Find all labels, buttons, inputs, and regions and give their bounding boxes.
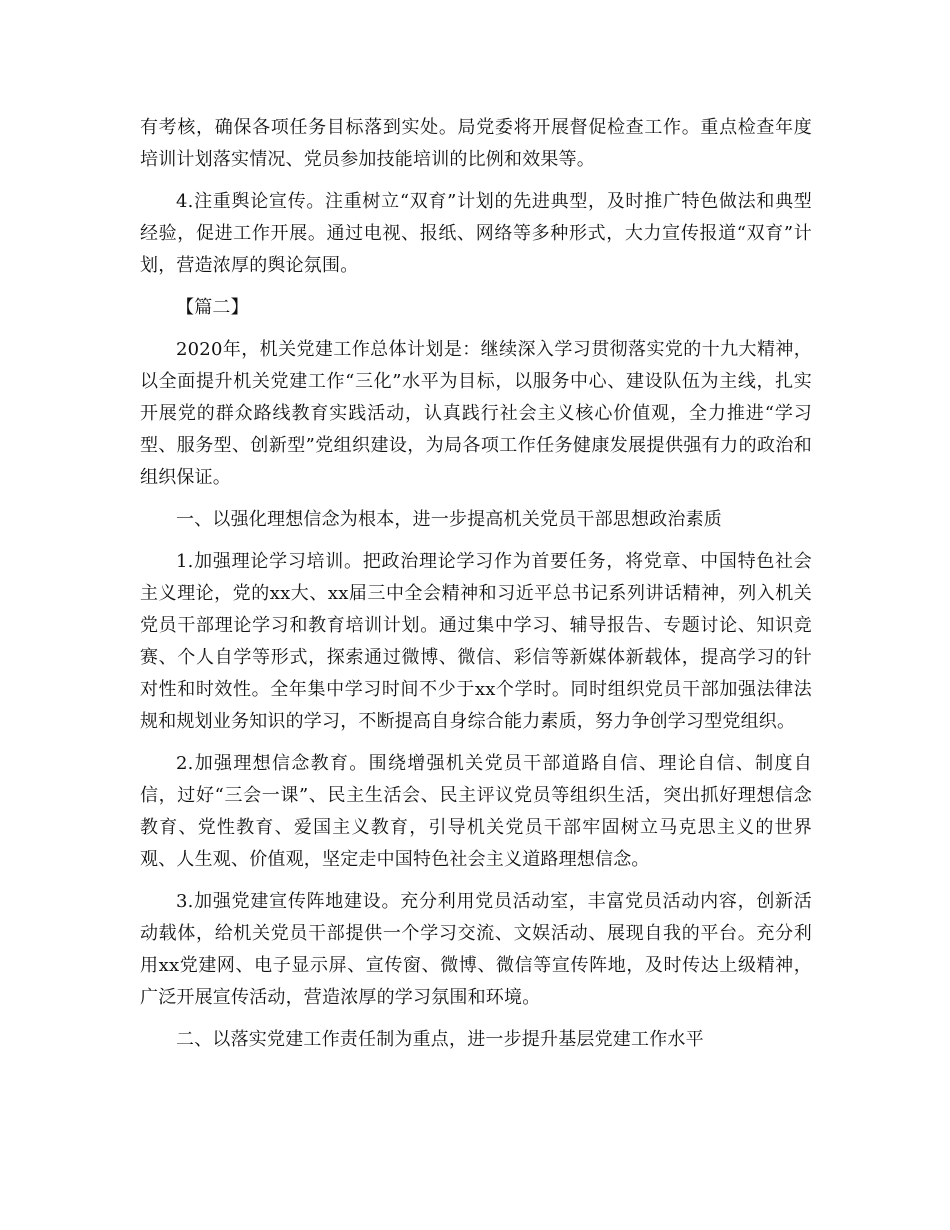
document-body <box>140 112 812 1066</box>
section-heading-one: 一、以强化理想信念为根本，进一步提高机关党员干部思想政治素质 <box>176 509 722 530</box>
section-heading-part-two: 【篇二】 <box>176 297 249 318</box>
paragraph-item-3: 3.加强党建宣传阵地建设。充分利用党员活动室，丰富党员活动内容，创新活动载体，给机关党员干部提供一个学习交流、文娱活动、展现自我的平台。充分利用xx党建网、电子显示屏、宣传窗、微博、微信等宣传阵地，及时传达上级精神，广泛开展宣传活动，营造浓厚的学习氛围和环境。 <box>140 891 812 1008</box>
paragraph-overall-plan: 2020年，机关党建工作总体计划是：继续深入学习贯彻落实党的十九大精神，以全面提升机关党建工作“三化”水平为目标，以服务中心、建设队伍为主线，扎实开展党的群众路线教育实践活动，认真践行社会主义核心价值观，全力推进“学习型、服务型、创新型”党组织建设，为局各项工作任务健康发展提供强有力的政治和组织保证。 <box>140 339 812 488</box>
paragraph-item-2: 2.加强理想信念教育。围绕增强机关党员干部道路自信、理论自信、制度自信，过好“三会一课”、民主生活会、民主评议党员等组织生活，突出抓好理想信念教育、党性教育、爱国主义教育，引导机关党员干部牢固树立马克思主义的世界观、人生观、价值观，坚定走中国特色社会主义道路理想信念。 <box>140 753 812 870</box>
section-heading-two: 二、以落实党建工作责任制为重点，进一步提升基层党建工作水平 <box>176 1029 704 1050</box>
paragraph-item-4: 4.注重舆论宣传。注重树立“双育”计划的先进典型，及时推广特色做法和典型经验，促进工作开展。通过电视、报纸、网络等多种形式，大力宣传报道“双育”计划，营造浓厚的舆论氛围。 <box>140 191 812 276</box>
paragraph-continuation: 有考核，确保各项任务目标落到实处。局党委将开展督促检查工作。重点检查年度培训计划落实情况、党员参加技能培训的比例和效果等。 <box>140 117 812 170</box>
paragraph-item-1: 1.加强理论学习培训。把政治理论学习作为首要任务，将党章、中国特色社会主义理论，党的xx大、xx届三中全会精神和习近平总书记系列讲话精神，列入机关党员干部理论学习和教育培训计划。通过集中学习、辅导报告、专题讨论、知识竞赛、个人自学等形式，探索通过微博、微信、彩信等新媒体新载体，提高学习的针对性和时效性。全年集中学习时间不少于xx个学时。同时组织党员干部加强法律法规和规划业务知识的学习，不断提高自身综合能力素质，努力争创学习型党组织。 <box>140 551 812 732</box>
